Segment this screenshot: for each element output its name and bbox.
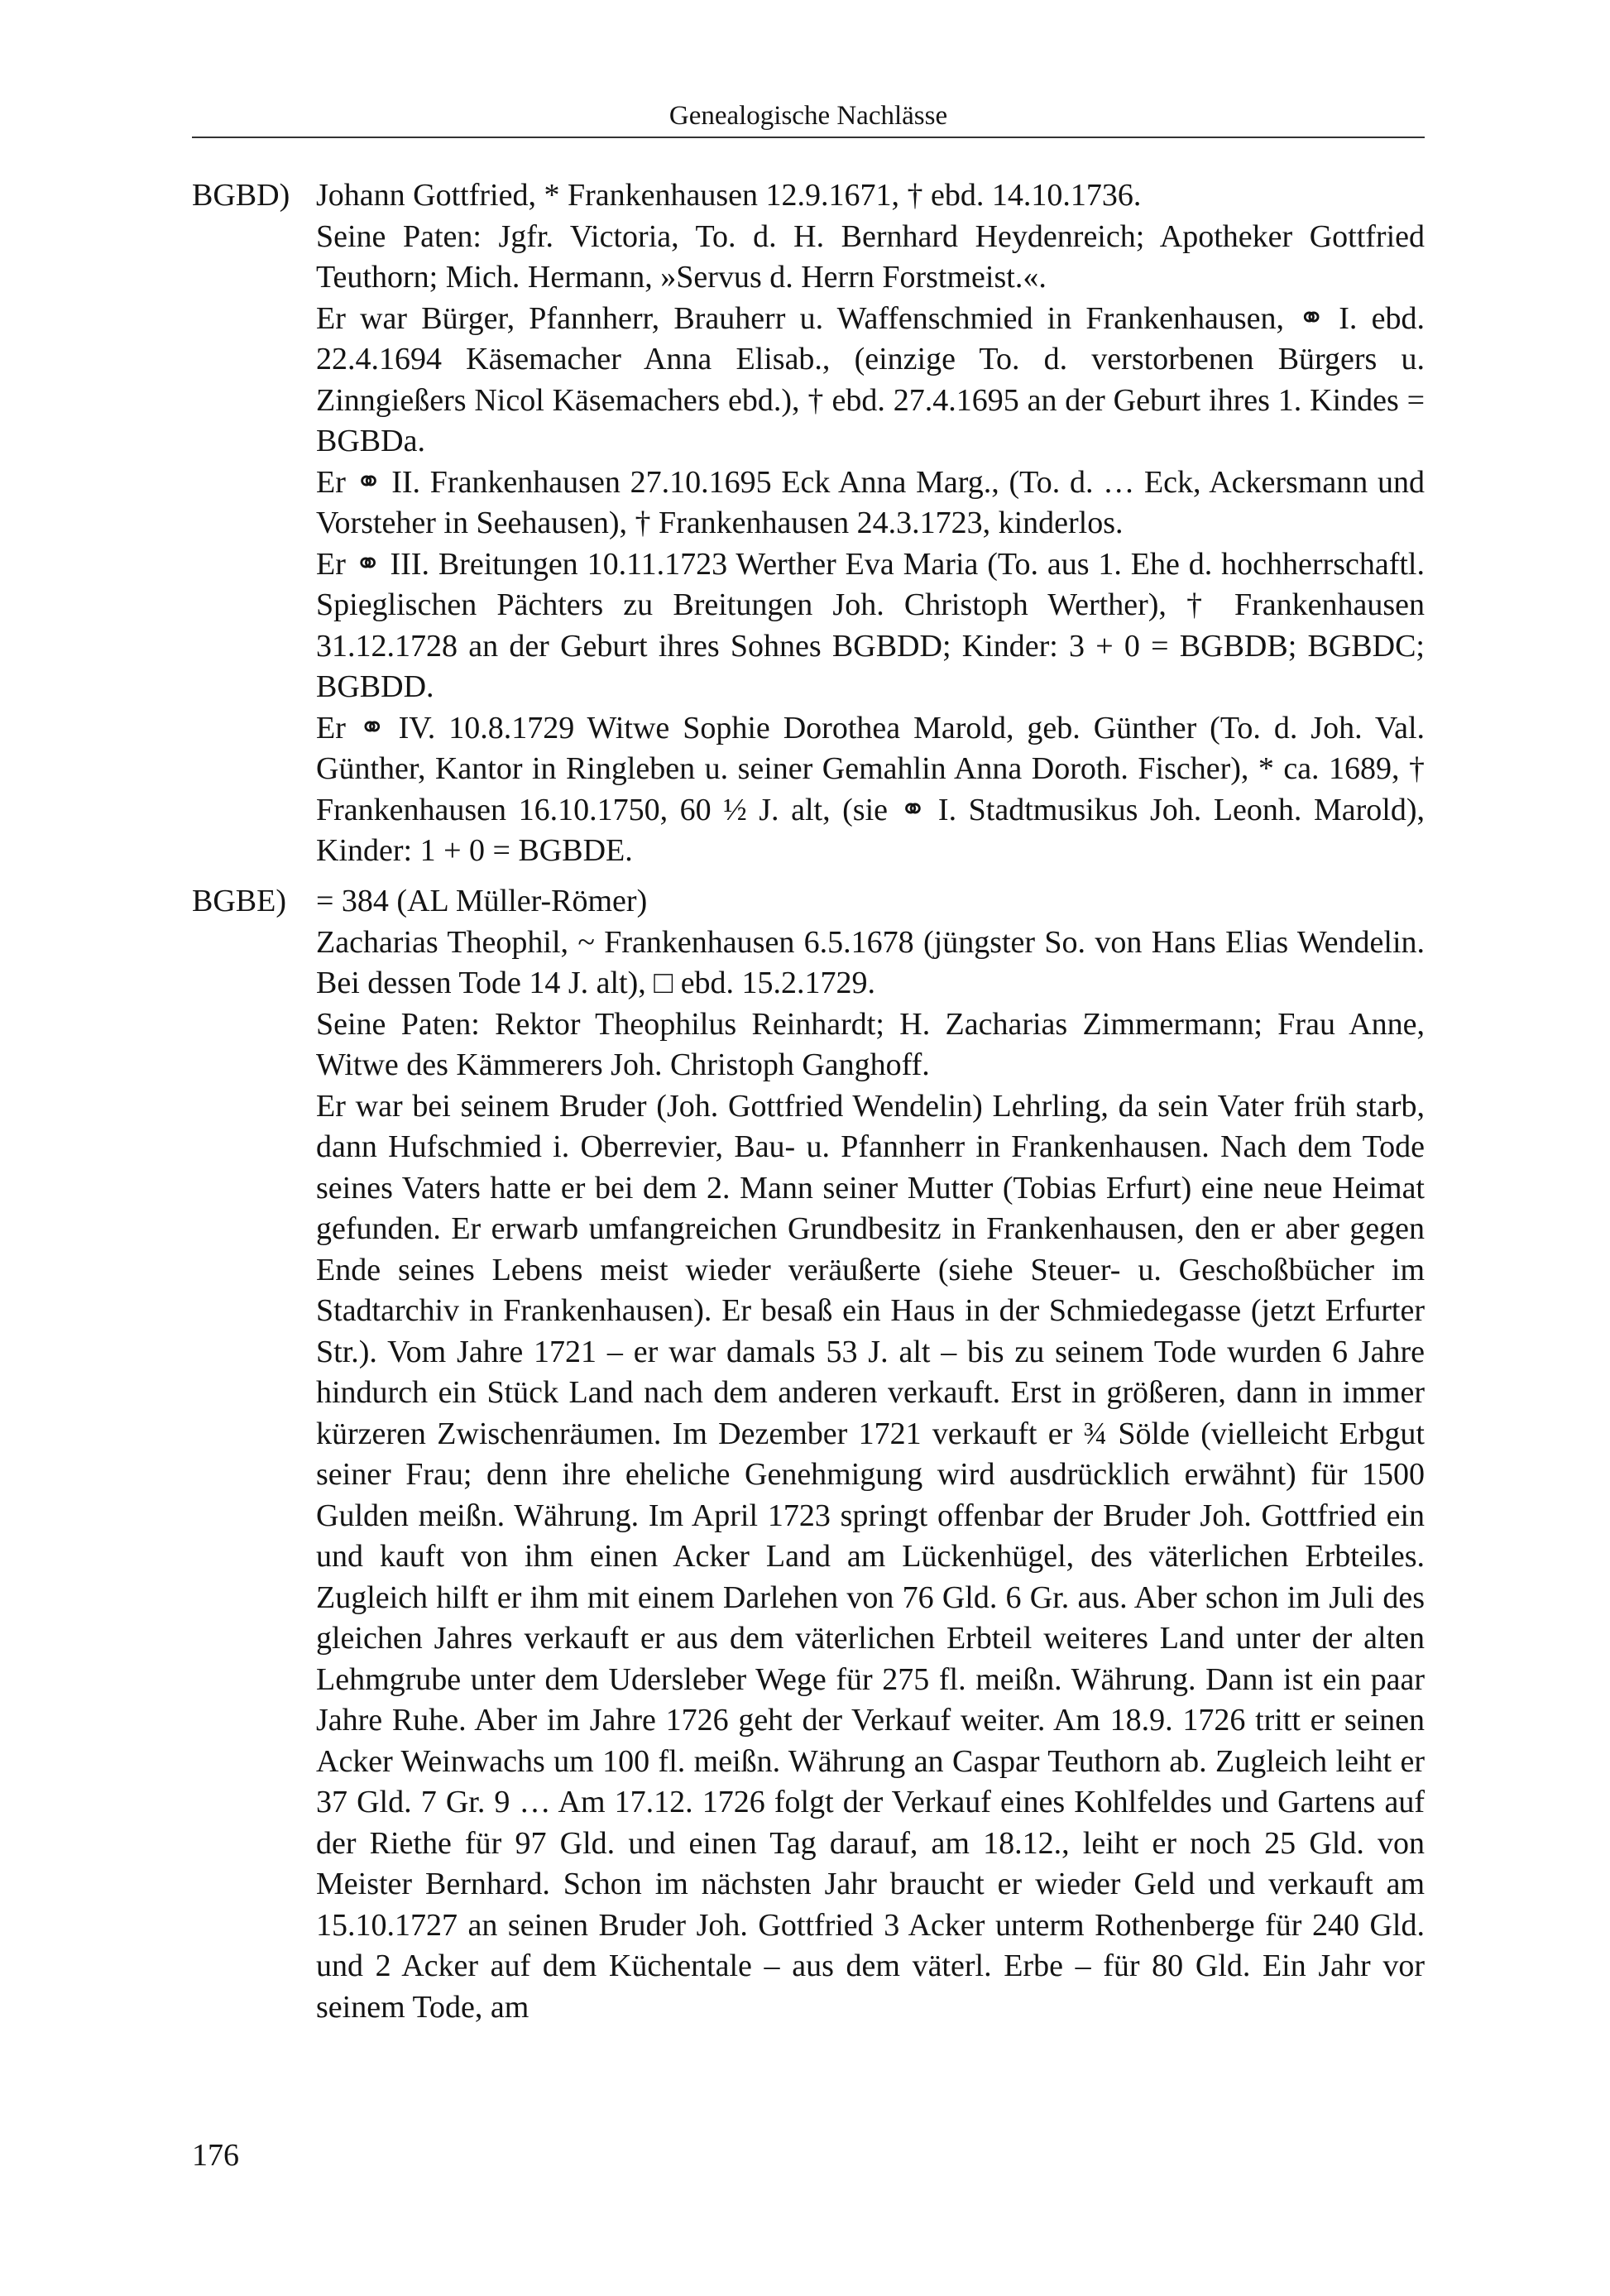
entry-label: BGBE) — [192, 884, 286, 918]
entry-head: Johann Gottfried, * Frankenhausen 12.9.1671, † ebd. 14.10.1736. — [316, 178, 1142, 213]
entry-label: BGBD) — [192, 178, 290, 213]
entry-paragraph: Er ⚭ III. Breitungen 10.11.1723 Werther Eva Maria (To. aus 1. Ehe d. hochherrschaftl. Spieglischen Pächters zu Breitungen Joh. Christoph Werther), † Frankenhausen 31.12.1728 an der Geburt ihres Sohnes BGBDD; Kinder: 3 + 0 = BGBDB; BGBDC; BGBDD. — [316, 546, 1425, 704]
entry-bgbe — [192, 881, 1425, 2028]
entry-paragraph: Er ⚭ II. Frankenhausen 27.10.1695 Eck Anna Marg., (To. d. … Eck, Ackersmann und Vorsteher in Seehausen), † Frankenhausen 24.3.1723, kinderlos. — [316, 464, 1425, 540]
entry-paragraph: Seine Paten: Jgfr. Victoria, To. d. H. Bernhard Heydenreich; Apotheker Gottfried Teuthorn; Mich. Hermann, »Servus d. Herrn Forstmeist.«. — [316, 218, 1425, 295]
header-rule — [192, 137, 1425, 138]
entry-paragraph: Zacharias Theophil, ~ Frankenhausen 6.5.1678 (jüngster So. von Hans Elias Wendelin. Bei dessen Tode 14 J. alt), □ ebd. 15.2.1729. — [316, 924, 1425, 1000]
entry-paragraph: Er ⚭ IV. 10.8.1729 Witwe Sophie Dorothea Marold, geb. Günther (To. d. Joh. Val. Günther, Kantor in Ringleben u. seiner Gemahlin Anna Doroth. Fischer), * ca. 1689, † Frankenhausen 16.10.1750, 60 ½ J. alt, (sie ⚭ I. Stadtmusikus Joh. Leonh. Marold), Kinder: 1 + 0 = BGBDE. — [316, 710, 1425, 868]
entry-paragraph: Seine Paten: Rektor Theophilus Reinhardt; H. Zacharias Zimmermann; Frau Anne, Witwe des Kämmerers Joh. Christoph Ganghoff. — [316, 1006, 1425, 1082]
running-header: Genealogische Nachlässe — [668, 101, 948, 131]
entry-paragraph: Er war Bürger, Pfannherr, Brauherr u. Waffenschmied in Frankenhausen, ⚭ I. ebd. 22.4.1694 Käsemacher Anna Elisab., (einzige To. d. verstorbenen Bürgers u. Zinngießers Nicol Käsemachers ebd.), † ebd. 27.4.1695 an der Geburt ihres 1. Kindes = BGBDa. — [316, 300, 1425, 458]
entry-head: = 384 (AL Müller-Römer) — [316, 884, 648, 918]
entry-paragraph: Er war bei seinem Bruder (Joh. Gottfried Wendelin) Lehrling, da sein Vater früh starb, dann Hufschmied i. Oberrevier, Bau- u. Pfannherr in Frankenhausen. Nach dem Tode seines Vaters hatte er bei dem 2. Mann seiner Mutter (Tobias Erfurt) eine neue Heimat gefunden. Er erwarb umfangreichen Grundbesitz in Frankenhausen, den er aber gegen Ende seines Lebens meist wieder veräußerte (siehe Steuer- u. Geschoßbücher im Stadtarchiv in Frankenhausen). Er besaß ein Haus in der Schmiedegasse (jetzt Erfurter Str.). Vom Jahre 1721 – er war damals 53 J. alt – bis zu seinem Tode wurden 6 Jahre hindurch ein Stück Land nach dem anderen verkauft. Erst in größeren, dann in immer kürzeren Zwischenräumen. Im Dezember 1721 verkauft er ¾ Sölde (vielleicht Erbgut seiner Frau; denn ihre eheliche Genehmigung wird ausdrücklich erwähnt) für 1500 Gulden meißn. Währung. Im April 1723 springt offenbar der Bruder Joh. Gottfried ein und kauft von ihm einen Acker Land am Lückenhügel, des väterlichen Erbteiles. Zugleich hilft er ihm mit einem Darlehen von 76 Gld. 6 Gr. aus. Aber schon im Juli des gleichen Jahres verkauft er aus dem väterlichen Erbteil weiteres Land unter der alten Lehmgrube unter dem Udersleber Wege für 275 fl. meißn. Währung. Dann ist ein paar Jahre Ruhe. Aber im Jahre 1726 geht der Verkauf weiter. Am 18.9. 1726 tritt er seinen Acker Weinwachs um 100 fl. meißn. Währung an Caspar Teuthorn ab. Zugleich leiht er 37 Gld. 7 Gr. 9 … Am 17.12. 1726 folgt der Verkauf eines Kohlfeldes und Gartens auf der Riethe für 97 Gld. und einen Tag darauf, am 18.12., leiht er noch 25 Gld. von Meister Bernhard. Schon im nächsten Jahr braucht er wieder Geld und verkauft am 15.10.1727 an seinen Bruder Joh. Gottfried 3 Acker unterm Rothenberge für 240 Gld. und 2 Acker auf dem Küchentale – aus dem väterl. Erbe – für 80 Gld. Ein Jahr vor seinem Tode, am — [316, 1088, 1425, 2025]
entry-bgbd — [192, 175, 1425, 872]
page-number: 176 — [192, 2138, 239, 2173]
